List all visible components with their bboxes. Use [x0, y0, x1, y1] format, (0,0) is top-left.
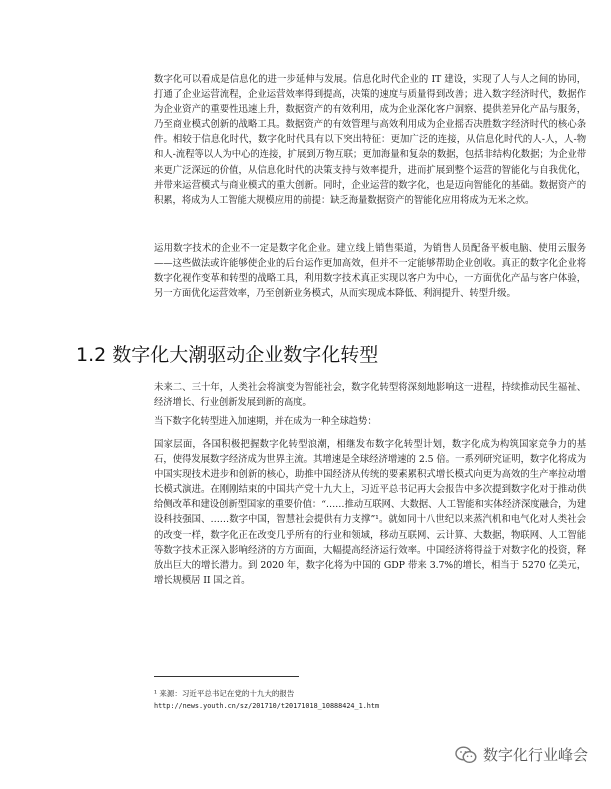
body-paragraph: 数字化可以看成是信息化的进一步延伸与发展。信息化时代企业的 IT 建设，实现了人与人之间的协同，打通了企业运营流程，企业运营效率得到提高，决策的速度与质量得到改善；进入数字经济时代，数据作为企业资产的重要性迅速上升，数据资产的有效利用，成为企业深化客户洞察、提供差异化产品与服务，乃至商业模式创新的战略工具。数据资产的有效管理与高效利用成为企业摇否决胜数字经济时代的核心条件。相较于信息化时代，数字化时代具有以下突出特征：更加广泛的连接，从信息化时代的人-人，人-物和人-流程等以人为中心的连接，扩展到万物互联；更加海量和复杂的数据，包括非结构化数据；为企业带来更广泛深远的价值，从信息化时代的决策支持与效率提升，进而扩展到整个运营的智能化与自我优化，并带来运营模式与商业模式的重大创新。同时，企业运营的数字化，也是迈向智能化的基础。数据资产的积累，将成为人工智能大规模应用的前提：缺乏海量数据资产的智能化应用将成为无米之炊。 [154, 74, 586, 206]
body-paragraph: 当下数字化转型进入加速期，并在成为一种全球趋势： [154, 416, 377, 427]
wechat-icon [455, 746, 477, 764]
watermark [455, 744, 588, 765]
section-number: 1.2 [76, 344, 107, 366]
body-paragraph: 未来二、三十年，人类社会将演变为智能社会，数字化转型将深刻地影响这一进程，持续推动民生福祉、经济增长、行业创新发展到新的高度。 [154, 382, 586, 409]
section-title: 数字化大潮驱动企业数字化转型 [112, 344, 379, 366]
footnote-link[interactable]: http://news.youth.cn/sz/201710/t20171018_10888424_1.htm [154, 702, 380, 710]
watermark-text: 数字化行业峰会 [483, 746, 589, 764]
section-heading [76, 340, 378, 367]
body-paragraph: 运用数字技术的企业不一定是数字化企业。建立线上销售渠道，为销售人员配备平板电脑、使用云服务——这些做法或许能够使企业的后台运作更加高效，但并不一定能够帮助企业创收。真正的数字化企业将数字化视作变革和转型的战略工具，利用数字技术真正实现以客户为中心，一方面优化产品与客户体验，另一方面优化运营效率，乃至创新业务模式，从而实现成本降低、利润提升、转型升级。 [154, 243, 586, 300]
footnote-divider [154, 676, 299, 677]
footnote-text: ¹ 来源：习近平总书记在党的十九大的报告 [154, 689, 295, 698]
body-paragraph: 国家层面，各国积极把握数字化转型浪潮，相继发布数字化转型计划，数字化成为构筑国家竞争力的基石，使得发展数字经济成为世界主流。其增速是全球经济增速的 2.5 倍。一系列研究证明，数字化将成为中国实现技术进步和创新的核心，助推中国经济从传统的要素累积式增长模式向更为高效的生产率拉动增长模式演进。在刚刚结束的中国共产党十九大上，习近平总书记再大会报告中多次提到数字化对于推动供给侧改革和建设创新型国家的重要价值：“……推动互联网、大数据、人工智能和实体经济深度融合，为建设科技强国、……数字中国，智慧社会提供有力支撑”¹。就如同十八世纪以来蒸汽机和电气化对人类社会的改变一样，数字化正在改变几乎所有的行业和领域，移动互联网、云计算、大数据，物联网、人工智能等数字技术正深入影响经济的方方面面，大幅提高经济运行效率。中国经济将得益于对数字化的投资，释放出巨大的增长潜力。到 2020 年，数字化将为中国的 GDP 带来 3.7%的增长，相当于 5270 亿美元，增长规模居 II 国之首。 [154, 439, 586, 586]
